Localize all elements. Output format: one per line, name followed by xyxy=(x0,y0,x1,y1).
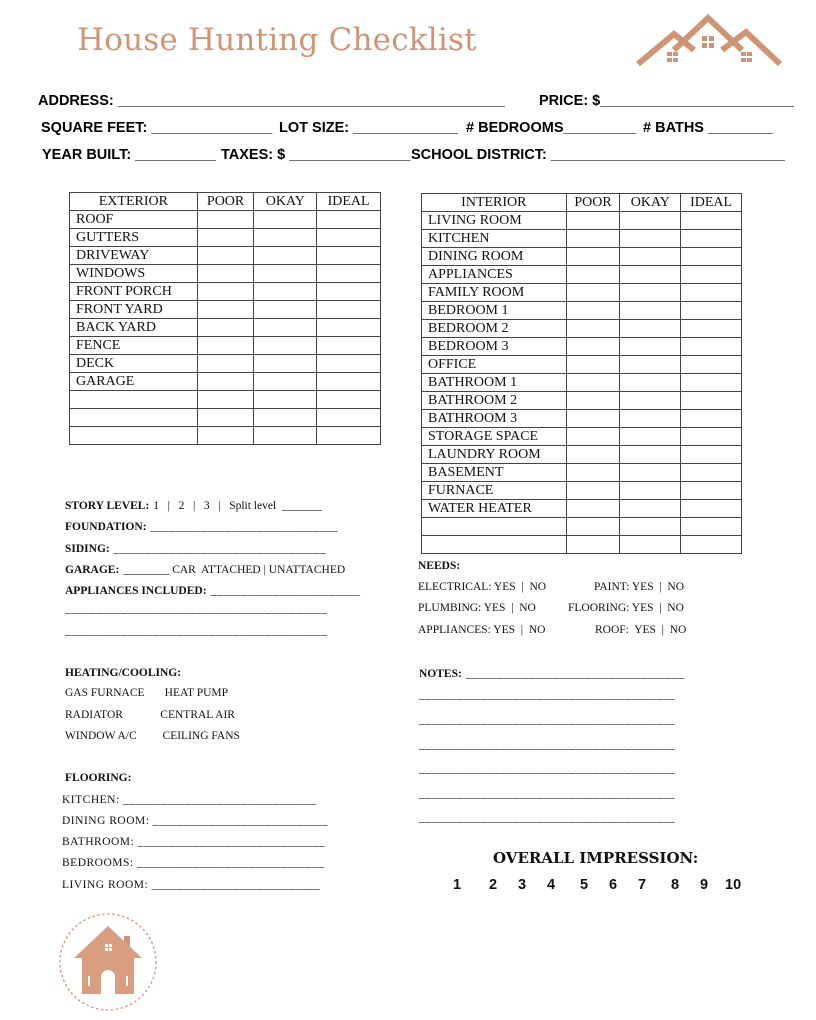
lot-size-field[interactable]: LOT SIZE: _____________ xyxy=(279,120,458,136)
story-level-label: STORY LEVEL: xyxy=(65,500,150,512)
taxes-field[interactable]: TAXES: $ _______________ xyxy=(221,147,411,163)
interior-item-label: KITCHEN xyxy=(422,230,567,248)
exterior-row xyxy=(70,409,381,427)
ideal-rating-cell[interactable] xyxy=(681,212,742,230)
okay-rating-cell[interactable] xyxy=(620,428,681,446)
poor-rating-cell[interactable] xyxy=(566,338,620,356)
exterior-item-label: DRIVEWAY xyxy=(70,247,198,265)
story-level-options[interactable]: 1 | 2 | 3 | Split level _______ xyxy=(153,500,323,512)
ideal-rating-cell[interactable] xyxy=(681,536,742,554)
ideal-rating-cell[interactable] xyxy=(681,248,742,266)
appliances-included-line[interactable]: ________________________ xyxy=(210,585,361,597)
okay-rating-cell[interactable] xyxy=(620,338,681,356)
interior-item-label: BEDROOM 2 xyxy=(422,320,567,338)
interior-row xyxy=(422,536,742,554)
ideal-rating-cell[interactable] xyxy=(317,283,381,301)
flooring-bathroom-field[interactable]: BATHROOM: ______________________________ xyxy=(62,836,326,848)
interior-item-label: STORAGE SPACE xyxy=(422,428,567,446)
notes-line[interactable]: _________________________________________ xyxy=(419,739,676,751)
ideal-rating-cell[interactable] xyxy=(317,211,381,229)
ideal-rating-cell[interactable] xyxy=(317,337,381,355)
okay-rating-cell[interactable] xyxy=(620,230,681,248)
ideal-rating-cell[interactable] xyxy=(317,427,381,445)
poor-rating-cell[interactable] xyxy=(197,337,254,355)
interior-item-label: BATHROOM 3 xyxy=(422,410,567,428)
bedrooms-field[interactable]: # BEDROOMS_________ xyxy=(466,120,637,136)
square-feet-field[interactable]: SQUARE FEET: _______________ xyxy=(41,120,273,136)
notes-line[interactable]: ___________________________________ xyxy=(465,668,685,680)
exterior-row xyxy=(70,337,381,355)
poor-rating-cell[interactable] xyxy=(566,536,620,554)
okay-rating-cell[interactable] xyxy=(620,284,681,302)
appliances-blank-line[interactable]: __________________________________________ xyxy=(65,625,328,637)
ideal-rating-cell[interactable] xyxy=(681,320,742,338)
okay-rating-cell[interactable] xyxy=(620,248,681,266)
impression-rating-option[interactable]: 5 xyxy=(580,877,589,893)
okay-column-header: OKAY xyxy=(254,193,317,211)
needs-plumbing-option[interactable]: PLUMBING: YES | NO xyxy=(418,602,536,614)
heating-options-row[interactable]: WINDOW A/C CEILING FANS xyxy=(65,730,240,742)
heating-options-row[interactable]: RADIATOR CENTRAL AIR xyxy=(65,709,235,721)
ideal-rating-cell[interactable] xyxy=(681,410,742,428)
interior-item-label: WATER HEATER xyxy=(422,500,567,518)
needs-flooring-option[interactable]: FLOORING: YES | NO xyxy=(568,602,684,614)
poor-rating-cell[interactable] xyxy=(197,247,254,265)
poor-rating-cell[interactable] xyxy=(566,356,620,374)
interior-item-label: BATHROOM 2 xyxy=(422,392,567,410)
interior-row xyxy=(422,482,742,500)
notes-line[interactable]: _________________________________________ xyxy=(419,714,676,726)
ideal-column-header: IDEAL xyxy=(681,194,742,212)
exterior-row xyxy=(70,211,381,229)
ideal-rating-cell[interactable] xyxy=(317,391,381,409)
needs-paint-option[interactable]: PAINT: YES | NO xyxy=(594,581,685,593)
poor-column-header: POOR xyxy=(566,194,620,212)
interior-item-label: LIVING ROOM xyxy=(422,212,567,230)
exterior-table xyxy=(69,192,381,445)
okay-rating-cell[interactable] xyxy=(620,212,681,230)
exterior-row xyxy=(70,355,381,373)
interior-column-header: INTERIOR xyxy=(422,194,567,212)
okay-rating-cell[interactable] xyxy=(620,446,681,464)
heating-options-row[interactable]: GAS FURNACE HEAT PUMP xyxy=(65,687,229,699)
school-district-field[interactable]: SCHOOL DISTRICT: _____________________________ xyxy=(411,147,785,163)
notes-line[interactable]: _________________________________________ xyxy=(419,689,676,701)
poor-rating-cell[interactable] xyxy=(566,392,620,410)
impression-rating-option[interactable]: 8 xyxy=(671,877,680,893)
okay-rating-cell[interactable] xyxy=(254,427,317,445)
okay-rating-cell[interactable] xyxy=(254,283,317,301)
okay-rating-cell[interactable] xyxy=(620,266,681,284)
exterior-item-label: DECK xyxy=(70,355,198,373)
needs-roof-option[interactable]: ROOF: YES | NO xyxy=(595,624,687,636)
impression-rating-option[interactable]: 4 xyxy=(547,877,556,893)
needs-appliances-option[interactable]: APPLIANCES: YES | NO xyxy=(418,624,546,636)
interior-row xyxy=(422,302,742,320)
exterior-item-label: WINDOWS xyxy=(70,265,198,283)
interior-item-label xyxy=(422,536,567,554)
okay-rating-cell[interactable] xyxy=(620,374,681,392)
exterior-row xyxy=(70,373,381,391)
page-title: House Hunting Checklist xyxy=(77,22,477,58)
ideal-rating-cell[interactable] xyxy=(681,266,742,284)
exterior-item-label: ROOF xyxy=(70,211,198,229)
exterior-item-label: FRONT PORCH xyxy=(70,283,198,301)
exterior-header-row xyxy=(70,193,381,211)
poor-rating-cell[interactable] xyxy=(566,410,620,428)
ideal-rating-cell[interactable] xyxy=(317,229,381,247)
house-roof-logo-icon xyxy=(634,12,784,68)
story-level-field[interactable] xyxy=(65,496,322,514)
siding-label: SIDING: xyxy=(65,543,110,555)
interior-row xyxy=(422,266,742,284)
interior-item-label: BATHROOM 1 xyxy=(422,374,567,392)
exterior-item-label xyxy=(70,427,198,445)
ideal-rating-cell[interactable] xyxy=(681,356,742,374)
impression-rating-option[interactable]: 3 xyxy=(518,877,527,893)
exterior-row xyxy=(70,391,381,409)
impression-rating-option[interactable]: 1 xyxy=(453,877,462,893)
okay-rating-cell[interactable] xyxy=(254,301,317,319)
ideal-rating-cell[interactable] xyxy=(681,446,742,464)
poor-rating-cell[interactable] xyxy=(197,355,254,373)
interior-item-label: FURNACE xyxy=(422,482,567,500)
exterior-row xyxy=(70,301,381,319)
poor-rating-cell[interactable] xyxy=(566,464,620,482)
okay-rating-cell[interactable] xyxy=(620,464,681,482)
poor-rating-cell[interactable] xyxy=(566,482,620,500)
exterior-item-label: FRONT YARD xyxy=(70,301,198,319)
appliances-included-label: APPLIANCES INCLUDED: xyxy=(65,585,207,597)
notes-field[interactable] xyxy=(419,664,685,682)
exterior-column-header: EXTERIOR xyxy=(70,193,198,211)
okay-rating-cell[interactable] xyxy=(254,265,317,283)
poor-rating-cell[interactable] xyxy=(197,319,254,337)
exterior-row xyxy=(70,229,381,247)
interior-row xyxy=(422,464,742,482)
price-field[interactable]: PRICE: $________________________ xyxy=(539,93,794,109)
okay-rating-cell[interactable] xyxy=(620,482,681,500)
interior-row xyxy=(422,320,742,338)
okay-rating-cell[interactable] xyxy=(254,229,317,247)
poor-rating-cell[interactable] xyxy=(197,301,254,319)
interior-item-label: FAMILY ROOM xyxy=(422,284,567,302)
ideal-rating-cell[interactable] xyxy=(681,374,742,392)
ideal-rating-cell[interactable] xyxy=(317,247,381,265)
poor-rating-cell[interactable] xyxy=(566,248,620,266)
ideal-rating-cell[interactable] xyxy=(681,302,742,320)
exterior-item-label: BACK YARD xyxy=(70,319,198,337)
ideal-rating-cell[interactable] xyxy=(681,230,742,248)
address-field[interactable]: ADDRESS: ________________________________________________ xyxy=(38,93,505,109)
flooring-bedrooms-field[interactable]: BEDROOMS: ______________________________ xyxy=(62,857,325,869)
ideal-rating-cell[interactable] xyxy=(681,500,742,518)
okay-rating-cell[interactable] xyxy=(620,392,681,410)
foundation-line[interactable]: ______________________________ xyxy=(150,521,339,533)
flooring-dining-room-field[interactable]: DINING ROOM: ____________________________ xyxy=(62,815,328,827)
interior-row xyxy=(422,338,742,356)
poor-rating-cell[interactable] xyxy=(566,428,620,446)
interior-item-label: LAUNDRY ROOM xyxy=(422,446,567,464)
exterior-item-label: GARAGE xyxy=(70,373,198,391)
ideal-rating-cell[interactable] xyxy=(681,518,742,536)
impression-rating-option[interactable]: 2 xyxy=(489,877,498,893)
poor-rating-cell[interactable] xyxy=(197,427,254,445)
poor-rating-cell[interactable] xyxy=(566,230,620,248)
siding-field[interactable] xyxy=(65,539,326,557)
okay-rating-cell[interactable] xyxy=(254,373,317,391)
interior-item-label: BEDROOM 1 xyxy=(422,302,567,320)
house-badge-icon xyxy=(58,912,158,1012)
interior-table xyxy=(421,193,742,554)
poor-rating-cell[interactable] xyxy=(566,212,620,230)
ideal-rating-cell[interactable] xyxy=(317,409,381,427)
interior-item-label: DINING ROOM xyxy=(422,248,567,266)
poor-rating-cell[interactable] xyxy=(566,320,620,338)
poor-rating-cell[interactable] xyxy=(566,284,620,302)
exterior-item-label: GUTTERS xyxy=(70,229,198,247)
exterior-row xyxy=(70,247,381,265)
okay-rating-cell[interactable] xyxy=(254,355,317,373)
okay-rating-cell[interactable] xyxy=(254,211,317,229)
flooring-kitchen-field[interactable]: KITCHEN: _______________________________ xyxy=(62,794,317,806)
ideal-rating-cell[interactable] xyxy=(317,319,381,337)
exterior-item-label xyxy=(70,409,198,427)
exterior-item-label xyxy=(70,391,198,409)
interior-row xyxy=(422,392,742,410)
okay-rating-cell[interactable] xyxy=(620,518,681,536)
garage-field[interactable] xyxy=(65,560,345,578)
poor-rating-cell[interactable] xyxy=(566,374,620,392)
interior-item-label: BEDROOM 3 xyxy=(422,338,567,356)
interior-row xyxy=(422,410,742,428)
notes-line[interactable]: _________________________________________ xyxy=(419,788,676,800)
exterior-row xyxy=(70,427,381,445)
exterior-item-label: FENCE xyxy=(70,337,198,355)
poor-rating-cell[interactable] xyxy=(197,391,254,409)
okay-rating-cell[interactable] xyxy=(254,409,317,427)
okay-rating-cell[interactable] xyxy=(620,410,681,428)
interior-row xyxy=(422,230,742,248)
okay-rating-cell[interactable] xyxy=(254,391,317,409)
impression-rating-option[interactable]: 9 xyxy=(700,877,709,893)
interior-item-label xyxy=(422,518,567,536)
interior-row xyxy=(422,428,742,446)
interior-item-label: BASEMENT xyxy=(422,464,567,482)
interior-header-row xyxy=(422,194,742,212)
interior-row xyxy=(422,284,742,302)
okay-rating-cell[interactable] xyxy=(620,320,681,338)
interior-item-label: OFFICE xyxy=(422,356,567,374)
ideal-rating-cell[interactable] xyxy=(681,338,742,356)
okay-column-header: OKAY xyxy=(620,194,681,212)
interior-row xyxy=(422,248,742,266)
poor-rating-cell[interactable] xyxy=(566,518,620,536)
appliances-included-field[interactable] xyxy=(65,581,361,599)
overall-impression-label: OVERALL IMPRESSION: xyxy=(493,849,699,867)
garage-line[interactable]: ________ CAR ATTACHED | UNATTACHED xyxy=(123,564,346,576)
overall-impression-scale xyxy=(453,877,741,893)
okay-rating-cell[interactable] xyxy=(620,356,681,374)
appliances-blank-line[interactable]: __________________________________________ xyxy=(65,603,328,615)
exterior-row xyxy=(70,265,381,283)
interior-row xyxy=(422,500,742,518)
ideal-rating-cell[interactable] xyxy=(681,464,742,482)
foundation-label: FOUNDATION: xyxy=(65,521,147,533)
year-built-field[interactable]: YEAR BUILT: __________ xyxy=(42,147,216,163)
interior-row xyxy=(422,212,742,230)
poor-rating-cell[interactable] xyxy=(197,373,254,391)
impression-rating-option[interactable]: 10 xyxy=(725,877,742,893)
ideal-rating-cell[interactable] xyxy=(681,482,742,500)
ideal-rating-cell[interactable] xyxy=(681,428,742,446)
poor-column-header: POOR xyxy=(197,193,254,211)
needs-electrical-option[interactable]: ELECTRICAL: YES | NO xyxy=(418,581,547,593)
flooring-living-room-field[interactable]: LIVING ROOM: ___________________________ xyxy=(62,879,321,891)
notes-line[interactable]: _________________________________________ xyxy=(419,763,676,775)
ideal-rating-cell[interactable] xyxy=(317,373,381,391)
interior-row xyxy=(422,446,742,464)
okay-rating-cell[interactable] xyxy=(254,337,317,355)
exterior-row xyxy=(70,283,381,301)
interior-row xyxy=(422,374,742,392)
impression-rating-option[interactable]: 7 xyxy=(638,877,647,893)
ideal-rating-cell[interactable] xyxy=(317,355,381,373)
poor-rating-cell[interactable] xyxy=(197,283,254,301)
notes-label: NOTES: xyxy=(419,668,462,680)
ideal-rating-cell[interactable] xyxy=(317,265,381,283)
interior-row xyxy=(422,518,742,536)
poor-rating-cell[interactable] xyxy=(566,446,620,464)
needs-label: NEEDS: xyxy=(418,560,461,572)
okay-rating-cell[interactable] xyxy=(254,247,317,265)
okay-rating-cell[interactable] xyxy=(620,536,681,554)
poor-rating-cell[interactable] xyxy=(197,265,254,283)
foundation-field[interactable] xyxy=(65,517,338,535)
exterior-row xyxy=(70,319,381,337)
interior-row xyxy=(422,356,742,374)
okay-rating-cell[interactable] xyxy=(254,319,317,337)
ideal-rating-cell[interactable] xyxy=(681,284,742,302)
poor-rating-cell[interactable] xyxy=(197,229,254,247)
poor-rating-cell[interactable] xyxy=(197,409,254,427)
okay-rating-cell[interactable] xyxy=(620,302,681,320)
ideal-rating-cell[interactable] xyxy=(681,392,742,410)
ideal-rating-cell[interactable] xyxy=(317,301,381,319)
baths-field[interactable]: # BATHS ________ xyxy=(643,120,773,136)
poor-rating-cell[interactable] xyxy=(566,500,620,518)
siding-line[interactable]: __________________________________ xyxy=(113,543,327,555)
interior-item-label: APPLIANCES xyxy=(422,266,567,284)
garage-label: GARAGE: xyxy=(65,564,120,576)
poor-rating-cell[interactable] xyxy=(197,211,254,229)
flooring-label: FLOORING: xyxy=(65,772,132,784)
ideal-column-header: IDEAL xyxy=(317,193,381,211)
poor-rating-cell[interactable] xyxy=(566,266,620,284)
notes-line[interactable]: _________________________________________ xyxy=(419,812,676,824)
poor-rating-cell[interactable] xyxy=(566,302,620,320)
impression-rating-option[interactable]: 6 xyxy=(609,877,618,893)
okay-rating-cell[interactable] xyxy=(620,500,681,518)
heating-cooling-label: HEATING/COOLING: xyxy=(65,667,182,679)
